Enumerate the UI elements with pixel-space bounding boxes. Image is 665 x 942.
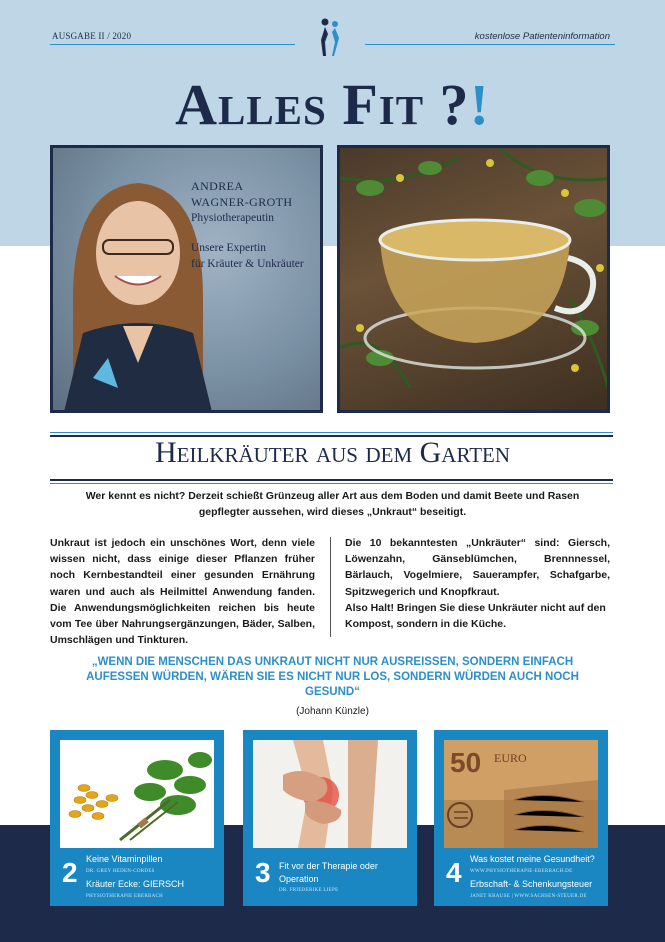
card-line-1: Was kostet meine Gesundheit?: [470, 854, 595, 864]
card-image-herbs: [60, 740, 214, 848]
article-lead: Wer kennt es nicht? Derzeit schießt Grünzeug aller Art aus dem Boden und damit Beete und Rasen gepflegter aussehen, wird dieses „Unkraut“ beseitigt.: [85, 490, 580, 518]
card-sub-1: DR. GREY HEDEN-CORDES: [86, 868, 155, 874]
card-number: 2: [62, 857, 78, 888]
tea-photo: [337, 145, 610, 413]
teaser-card-3[interactable]: [243, 730, 417, 906]
title-rule-top-1: [50, 432, 613, 433]
expert-photo: [50, 145, 323, 413]
card-text: [86, 853, 220, 903]
card-sub-2: PHYSIOTHERAPIE EBERBACH: [86, 893, 164, 899]
article-paragraph-2: Also Halt! Bringen Sie diese Unkräuter nicht auf den Kompost, sondern in die Küche.: [345, 601, 606, 631]
article-column-right: [345, 535, 610, 632]
title-rule-bottom-2: [50, 483, 613, 484]
card-number: 3: [255, 857, 271, 888]
quote-author: (Johann Künzle): [296, 706, 369, 717]
card-text: [470, 853, 604, 903]
article-title: Heilkräuter aus dem Garten: [154, 436, 511, 469]
expert-name-1: ANDREA: [191, 179, 244, 193]
header-rule-left: [50, 44, 295, 45]
pull-quote: „WENN DIE MENSCHEN DAS UNKRAUT NICHT NUR AUSREISSEN, SONDERN EINFACH AUFESSEN WÜRDEN, WÄREN SIE ES NICHT NUR LOS, SONDERN WÜRDEN AUCH NOCH GESUND“: [86, 656, 579, 698]
card-number: 4: [446, 857, 462, 888]
svg-text:EURO: EURO: [494, 751, 527, 765]
tea-cup-image: [340, 148, 610, 413]
masthead-title: Alles Fit ?!: [175, 72, 490, 137]
card-sub-1: WWW.PHYSIOTHERAPIE-EBERBACH.DE: [470, 868, 573, 874]
expert-caption: [191, 178, 304, 272]
card-line-2: Operation: [279, 873, 319, 884]
card-sub-1: DR. FRIEDERIKE LIEPE: [279, 888, 339, 893]
expert-name-2: WAGNER-GROTH: [191, 195, 293, 209]
column-divider: [330, 537, 331, 637]
issue-label: AUSGABE II / 2020: [52, 31, 132, 41]
card-sub-2: JANET KRAUSE | WWW.SACHSEN-STEUER.DE: [470, 893, 587, 899]
tagline: kostenlose Patienteninformation: [474, 31, 610, 42]
expert-caption-1: Unsere Expertin: [191, 242, 267, 254]
teaser-card-2[interactable]: [50, 730, 224, 906]
card-line-1: Fit vor der Therapie oder: [279, 861, 378, 871]
header-rule-right: [365, 44, 615, 45]
title-rule-bottom-1: [50, 479, 613, 481]
expert-role: Physiotherapeutin: [191, 212, 275, 224]
svg-text:50: 50: [450, 747, 482, 778]
logo-icon: [311, 16, 347, 60]
expert-caption-2: für Kräuter & Unkräuter: [191, 258, 304, 270]
card-image-banknote: [444, 740, 598, 848]
article-column-left: Unkraut ist jedoch ein unschönes Wort, denn viele wissen nicht, dass einige dieser Pflanzen früher noch Kernbestandteil einer gesunden Ernährung waren und auch als Heilmittel Anwendung fanden. Die Anwendungsmöglichkeiten reichen bis heute vom Tee über Nahrungsergänzungen, Bäder, Salben, Umschlägen und Tinkturen.: [50, 537, 315, 647]
card-text: [279, 860, 413, 898]
card-line-1: Keine Vitaminpillen: [86, 854, 163, 864]
card-line-2: Kräuter Ecke: GIERSCH: [86, 879, 185, 889]
teaser-card-4[interactable]: [434, 730, 608, 906]
card-image-knee: [253, 740, 407, 848]
article-paragraph-1: Die 10 bekanntesten „Unkräuter“ sind: Giersch, Löwenzahn, Gänseblümchen, Brennnessel, Bärlauch, Vogelmiere, Sauerampfer, Schafgarbe, Spitzwegerich und Knopfkraut.: [345, 537, 610, 598]
card-line-2: Erbschaft- & Schenkungsteuer: [470, 879, 593, 889]
